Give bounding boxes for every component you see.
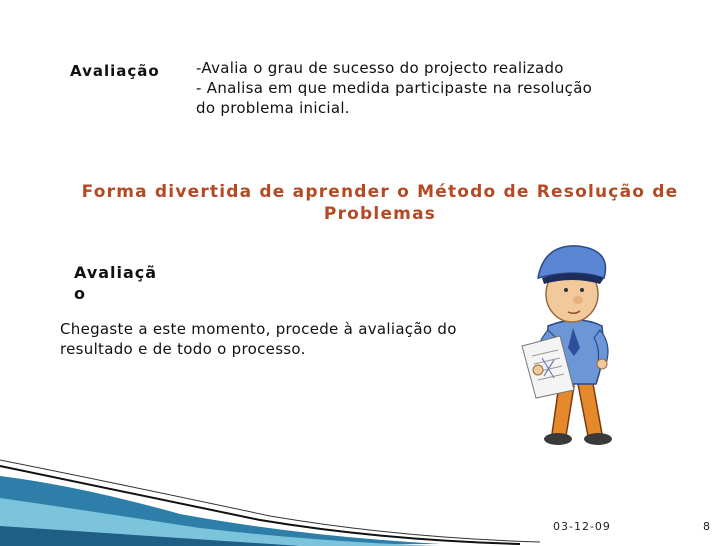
top-label: Avaliação [70, 62, 160, 80]
section-label-line-2: o [74, 284, 86, 303]
slide-title [60, 181, 700, 225]
top-line-3: do problema inicial. [196, 99, 350, 117]
date-label: 03-12-09 [553, 520, 611, 533]
top-line-1: -Avalia o grau de sucesso do projecto realizado [196, 59, 564, 77]
section-label [74, 262, 157, 304]
top-description [196, 58, 592, 118]
page-number: 8 [703, 520, 710, 533]
section-text [60, 319, 457, 359]
section-text-line-1: Chegaste a este momento, procede à avaliação do [60, 320, 457, 338]
title-line-2: Problemas [323, 204, 437, 224]
section-text-line-2: resultado e de todo o processo. [60, 340, 306, 358]
detective-illustration [508, 238, 648, 450]
top-line-2: - Analisa em que medida participaste na resolução [196, 79, 593, 97]
section-label-line-1: Avaliaçã [74, 263, 158, 282]
decorative-swoosh [0, 456, 728, 546]
title-line-1: Forma divertida de aprender o Método de Resolução de [81, 182, 679, 202]
